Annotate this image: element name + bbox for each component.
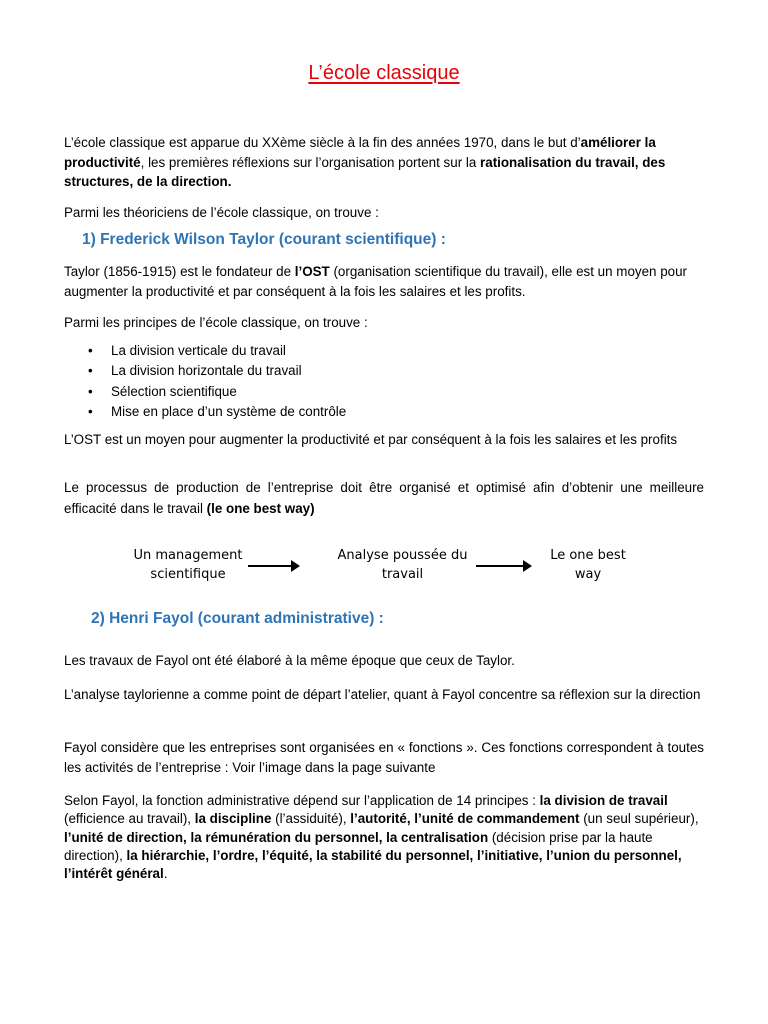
diagram-box-best-way	[538, 546, 638, 584]
intro-bold-2: rationalisation du travail, des structures, de la direction.	[64, 154, 666, 189]
section2-heading: 2) Henri Fayol (courant administrative) :	[91, 610, 384, 627]
process-text: Le processus de production de l’entreprise doit être organisé et optimisé afin d’obtenir une meilleure efficacité dans le travail	[64, 480, 704, 516]
principles-text-2: (efficience au travail),	[64, 811, 195, 827]
principles-text-1: Selon Fayol, la fonction administrative dépend sur l’application de 14 principes :	[64, 793, 540, 808]
diagram-box-analyse	[330, 546, 475, 584]
taylor-bold-ost: l’OST	[294, 264, 330, 279]
diagram-box-line: scientifique	[150, 567, 226, 582]
diagram-box-line: way	[574, 567, 602, 582]
bullet-icon: •	[88, 383, 93, 399]
list-item	[64, 341, 704, 361]
list-item	[64, 402, 704, 422]
principes-intro: Parmi les principes de l’école classique, on trouve :	[64, 315, 368, 330]
diagram-box-management	[128, 546, 248, 584]
taylor-text-2: (organisation scientifique du travail), elle est un moyen pour augmenter la productivité et par conséquent à la fois les salaires et les profits.	[64, 264, 688, 299]
list-item-text: Sélection scientifique	[111, 383, 237, 399]
taylor-text-1: Taylor (1856-1915) est le fondateur de	[64, 264, 295, 279]
intro-text-2: , les premières réflexions sur l’organisation portent sur la	[140, 154, 481, 170]
bullet-icon: •	[88, 363, 93, 379]
fayol-paragraph-1: Les travaux de Fayol ont été élaboré à la même époque que ceux de Taylor.	[64, 653, 515, 668]
page-title: L’école classique	[308, 62, 460, 84]
theoriciens-paragraph: Parmi les théoriciens de l’école classique, on trouve :	[64, 205, 379, 220]
fayol-paragraph-4	[64, 792, 704, 883]
list-item-text: Mise en place d’un système de contrôle	[111, 403, 347, 419]
ost-paragraph: L’OST est un moyen pour augmenter la productivité et par conséquent à la fois les salaires et les profits	[64, 432, 678, 447]
list-item	[64, 382, 704, 402]
bullet-icon: •	[88, 403, 93, 419]
intro-paragraph	[64, 133, 704, 192]
principes-list	[64, 341, 704, 422]
principles-bold-3: l’autorité, l’unité de commandement	[350, 811, 580, 827]
diagram-box-line: Analyse poussée du	[337, 548, 468, 563]
process-bold: (le one best way)	[206, 500, 315, 516]
intro-text-1: L’école classique est apparue du XXème siècle à la fin des années 1970, dans le but d’	[64, 135, 581, 150]
process-paragraph	[64, 478, 704, 519]
fayol-paragraph-3: Fayol considère que les entreprises sont organisées en « fonctions ». Ces fonctions correspondent à toutes les activités de l’entreprise : Voir l’image dans la page suivante	[64, 740, 704, 775]
fayol-paragraph-2: L’analyse taylorienne a comme point de départ l’atelier, quant à Fayol concentre sa réflexion sur la direction	[64, 687, 701, 702]
principles-text-6: .	[163, 866, 168, 882]
list-item-text: La division verticale du travail	[111, 343, 286, 358]
diagram-box-line: travail	[381, 567, 424, 582]
principles-text-4: (un seul supérieur),	[579, 811, 699, 827]
diagram-box-line: Un management	[133, 548, 243, 563]
principles-bold-2: la discipline	[194, 811, 272, 827]
principles-bold-5: la hiérarchie, l’ordre, l’équité, la stabilité du personnel, l’initiative, l’union du personnel, l’intérêt général	[64, 847, 682, 882]
taylor-paragraph	[64, 262, 704, 301]
principles-bold-1: la division de travail	[539, 793, 668, 808]
list-item	[64, 361, 704, 381]
list-item-text: La division horizontale du travail	[111, 363, 302, 379]
arrow-right-icon	[476, 565, 530, 567]
diagram-box-line: Le one best	[550, 548, 626, 563]
bullet-icon: •	[88, 343, 93, 358]
intro-bold-1: améliorer la productivité	[64, 135, 656, 170]
arrow-right-icon	[248, 565, 298, 567]
principles-text-5: (décision prise par la haute direction),	[64, 829, 653, 863]
section1-heading: 1) Frederick Wilson Taylor (courant scientifique) :	[82, 231, 446, 248]
principles-text-3: (l’assiduité),	[271, 811, 351, 827]
flow-diagram	[0, 546, 768, 596]
principles-bold-4: l’unité de direction, la rémunération du personnel, la centralisation	[64, 829, 489, 845]
